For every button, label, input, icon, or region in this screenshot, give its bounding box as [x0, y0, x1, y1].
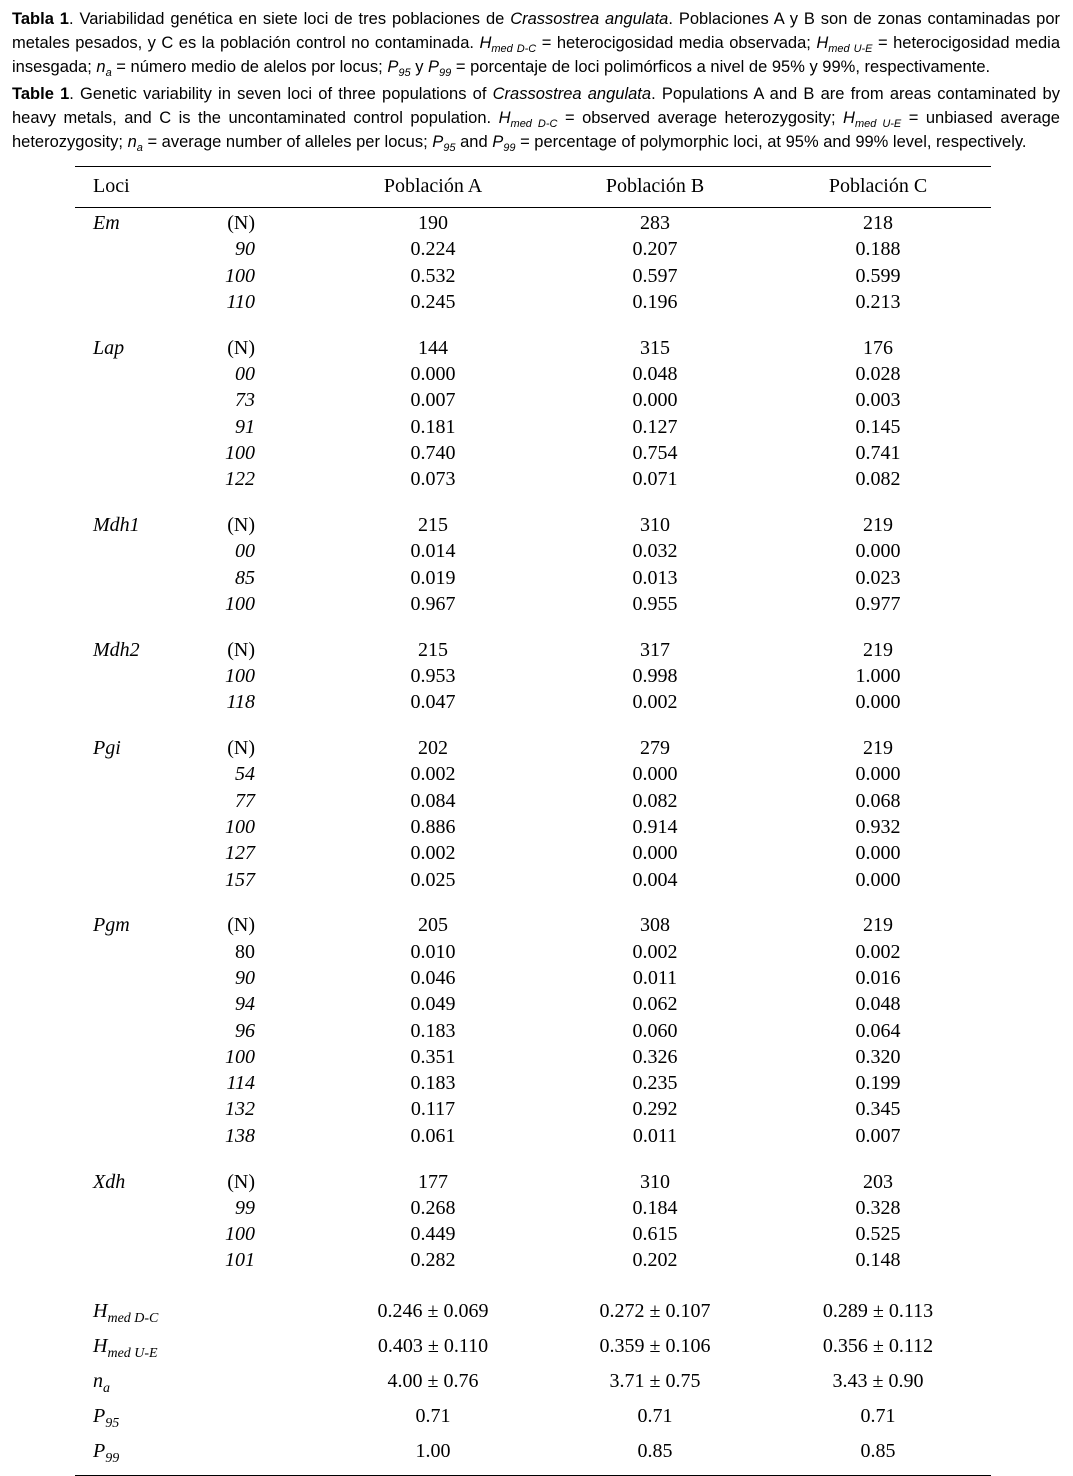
cell-population-a: 0.002 — [410, 763, 456, 786]
cell-population-a: 0.014 — [410, 540, 456, 563]
table-row — [75, 414, 991, 440]
stat-symbol: P — [93, 1439, 106, 1462]
stat-row — [75, 1294, 991, 1329]
cell-population-b: 310 — [640, 1170, 670, 1193]
cell-population-a: 0.117 — [410, 1098, 456, 1121]
caption-segment: med D-C — [510, 118, 558, 130]
allele-label: 80 — [235, 940, 255, 963]
table-row — [75, 565, 991, 591]
table-row — [75, 965, 991, 991]
table-row — [75, 1018, 991, 1044]
allele-label: 99 — [235, 1196, 255, 1219]
allele-label: (N) — [227, 212, 255, 234]
stat-symbol: H — [93, 1299, 108, 1322]
table-row — [75, 1221, 991, 1247]
caption-segment: = porcentaje de loci polimórficos a nivel de 95% y 99%, respectivamente. — [451, 58, 991, 76]
cell-population-b: 0.615 — [632, 1223, 678, 1246]
cell-population-a: 0.046 — [410, 966, 456, 989]
table-row — [75, 663, 991, 689]
cell-population-a: 0.953 — [410, 664, 456, 687]
cell-population-b: 0.002 — [632, 691, 678, 714]
stat-symbol: H — [93, 1334, 108, 1357]
locus-group-em — [75, 210, 991, 315]
allele-label: 90 — [235, 966, 255, 989]
cell-population-b: 0.000 — [632, 763, 678, 786]
table-row — [75, 1096, 991, 1122]
cell-population-b: 308 — [640, 914, 670, 937]
cell-population-b: 0.000 — [632, 842, 678, 865]
stat-population-c: 3.43 ± 0.90 — [832, 1369, 924, 1392]
locus-group-lap — [75, 335, 991, 493]
cell-population-b: 315 — [640, 336, 670, 359]
cell-population-b: 0.955 — [632, 592, 678, 615]
table-row — [75, 387, 991, 413]
caption-segment: med U-E — [828, 43, 873, 55]
caption-segment: P — [428, 58, 440, 76]
cell-population-c: 203 — [863, 1170, 893, 1193]
stat-row — [75, 1364, 991, 1399]
table-row — [75, 512, 991, 538]
caption-segment: y — [410, 58, 429, 76]
locus-name: Mdh1 — [93, 513, 140, 536]
caption-segment: = heterocigosidad media observada; — [536, 34, 817, 52]
cell-population-c: 219 — [863, 914, 893, 937]
allele-label: 127 — [225, 842, 255, 865]
cell-population-b: 0.062 — [632, 993, 678, 1016]
table-row — [75, 814, 991, 840]
allele-label: 54 — [235, 763, 255, 786]
caption-segment: = unbiased average heterozygosity; — [12, 109, 1060, 151]
caption-segment: n — [127, 133, 137, 151]
table-row — [75, 1195, 991, 1221]
cell-population-b: 0.032 — [632, 540, 678, 563]
genetic-variability-table — [75, 166, 991, 1476]
allele-label: 101 — [225, 1249, 255, 1272]
table-header-row — [75, 173, 991, 199]
stat-row — [75, 1329, 991, 1364]
cell-population-a: 0.886 — [410, 815, 456, 838]
stat-population-c: 0.289 ± 0.113 — [822, 1299, 934, 1322]
stat-population-b: 0.85 — [637, 1439, 673, 1462]
cell-population-c: 0.328 — [855, 1196, 901, 1219]
table-row — [75, 1044, 991, 1070]
stat-population-a: 1.00 — [415, 1439, 451, 1462]
caption-segment: = average number of alleles per locus; — [142, 133, 433, 151]
locus-group-xdh — [75, 1169, 991, 1274]
cell-population-b: 0.060 — [632, 1019, 678, 1042]
cell-population-a: 0.183 — [410, 1072, 456, 1095]
allele-label: 94 — [235, 993, 255, 1016]
loci-groups — [75, 208, 991, 1274]
cell-population-b: 0.127 — [632, 415, 678, 438]
stat-label — [93, 1329, 158, 1364]
caption-segment: = observed average heterozygosity; — [557, 109, 844, 127]
stat-label — [93, 1399, 119, 1434]
cell-population-a: 0.061 — [410, 1124, 456, 1147]
cell-population-a: 0.047 — [410, 691, 456, 714]
table-row — [75, 263, 991, 289]
locus-group-mdh1 — [75, 512, 991, 617]
cell-population-c: 0.000 — [855, 691, 901, 714]
stat-population-b: 0.71 — [637, 1404, 673, 1427]
cell-population-c: 0.048 — [855, 993, 901, 1016]
summary-statistics — [75, 1294, 991, 1469]
cell-population-c: 0.000 — [855, 868, 901, 891]
stat-population-a: 4.00 ± 0.76 — [387, 1369, 479, 1392]
table-row — [75, 689, 991, 715]
cell-population-a: 0.224 — [410, 238, 456, 261]
cell-population-b: 310 — [640, 513, 670, 536]
table-row — [75, 538, 991, 564]
table-row — [75, 236, 991, 262]
caption-segment: a — [105, 67, 112, 79]
allele-label: 100 — [225, 815, 255, 838]
cell-population-a: 0.967 — [410, 592, 456, 615]
caption-segment: . Populations A and B are from areas contaminated by heavy metals, and C is the uncontaminated control population. — [12, 85, 1060, 127]
cell-population-b: 0.004 — [632, 868, 678, 891]
cell-population-c: 218 — [863, 212, 893, 234]
table-row — [75, 912, 991, 938]
stat-population-a: 0.403 ± 0.110 — [377, 1334, 489, 1357]
table-row — [75, 289, 991, 315]
cell-population-c: 0.977 — [855, 592, 901, 615]
cell-population-c: 0.148 — [855, 1249, 901, 1272]
header-loci: Loci — [93, 175, 130, 197]
table-row — [75, 1247, 991, 1273]
table-row — [75, 335, 991, 361]
cell-population-c: 0.007 — [855, 1124, 901, 1147]
allele-label: 100 — [225, 592, 255, 615]
table-row — [75, 466, 991, 492]
allele-label: (N) — [227, 336, 255, 359]
table-row — [75, 788, 991, 814]
caption-segment: 99 — [439, 67, 452, 79]
cell-population-b: 317 — [640, 638, 670, 661]
table-row — [75, 637, 991, 663]
cell-population-a: 0.073 — [410, 468, 456, 491]
cell-population-a: 0.268 — [410, 1196, 456, 1219]
cell-population-a: 0.181 — [410, 415, 456, 438]
caption-segment: P — [387, 58, 399, 76]
caption-segment: H — [498, 109, 511, 127]
cell-population-a: 202 — [418, 737, 448, 760]
cell-population-a: 0.532 — [410, 264, 456, 287]
allele-label: 100 — [225, 664, 255, 687]
caption-segment: a — [136, 142, 143, 154]
locus-name: Mdh2 — [93, 638, 140, 661]
allele-label: 138 — [225, 1124, 255, 1147]
stat-population-a: 0.246 ± 0.069 — [377, 1299, 489, 1322]
cell-population-c: 0.023 — [855, 566, 901, 589]
cell-population-c: 176 — [863, 336, 893, 359]
cell-population-b: 0.292 — [632, 1098, 678, 1121]
cell-population-c: 0.345 — [855, 1098, 901, 1121]
header-population-b: Población B — [605, 175, 705, 197]
table-row — [75, 991, 991, 1017]
stat-subscript: 95 — [105, 1415, 120, 1431]
cell-population-b: 279 — [640, 737, 670, 760]
stat-population-a: 0.71 — [415, 1404, 451, 1427]
cell-population-a: 0.351 — [410, 1045, 456, 1068]
locus-name: Xdh — [93, 1170, 126, 1193]
allele-label: (N) — [227, 1170, 255, 1193]
stat-subscript: med D-C — [107, 1310, 159, 1326]
table-row — [75, 210, 991, 236]
stat-symbol: n — [93, 1369, 103, 1392]
stat-row — [75, 1399, 991, 1434]
allele-label: 118 — [226, 691, 255, 714]
cell-population-b: 0.000 — [632, 389, 678, 412]
caption-segment: Crassostrea angulata — [492, 85, 652, 103]
header-population-a: Población A — [383, 175, 483, 197]
locus-group-mdh2 — [75, 637, 991, 716]
caption-segment: and — [455, 133, 493, 151]
caption-segment: Tabla 1 — [12, 10, 69, 28]
cell-population-c: 0.320 — [855, 1045, 901, 1068]
cell-population-c: 0.003 — [855, 389, 901, 412]
locus-group-pgm — [75, 912, 991, 1149]
caption-segment: Table 1 — [12, 85, 70, 103]
cell-population-b: 0.207 — [632, 238, 678, 261]
stat-label — [93, 1434, 119, 1469]
cell-population-c: 0.599 — [855, 264, 901, 287]
cell-population-b: 0.914 — [632, 815, 678, 838]
allele-label: 96 — [235, 1019, 255, 1042]
cell-population-a: 215 — [418, 513, 448, 536]
table-row — [75, 1070, 991, 1096]
cell-population-c: 0.213 — [855, 290, 901, 313]
caption-segment: 99 — [503, 142, 516, 154]
cell-population-c: 0.741 — [855, 441, 901, 464]
caption-segment: P — [492, 133, 504, 151]
stat-population-c: 0.356 ± 0.112 — [822, 1334, 934, 1357]
cell-population-b: 283 — [640, 212, 670, 234]
allele-label: 77 — [235, 789, 255, 812]
caption-segment: . Genetic variability in seven loci of three populations of — [69, 85, 493, 103]
cell-population-a: 0.245 — [410, 290, 456, 313]
stat-population-b: 0.272 ± 0.107 — [599, 1299, 711, 1322]
cell-population-c: 0.000 — [855, 763, 901, 786]
caption-segment: med U-E — [854, 118, 902, 130]
stat-row — [75, 1434, 991, 1469]
cell-population-a: 0.049 — [410, 993, 456, 1016]
table-row — [75, 840, 991, 866]
cell-population-c: 219 — [863, 513, 893, 536]
cell-population-b: 0.048 — [632, 362, 678, 385]
cell-population-a: 0.019 — [410, 566, 456, 589]
table-row — [75, 361, 991, 387]
locus-name: Lap — [93, 336, 125, 359]
cell-population-c: 0.199 — [855, 1072, 901, 1095]
allele-label: 73 — [235, 389, 255, 412]
cell-population-b: 0.998 — [632, 664, 678, 687]
stat-subscript: a — [103, 1380, 110, 1396]
table-row — [75, 440, 991, 466]
stat-subscript: med U-E — [107, 1345, 158, 1361]
allele-label: 100 — [225, 1223, 255, 1246]
caption-segment: med D-C — [491, 43, 537, 55]
cell-population-b: 0.184 — [632, 1196, 678, 1219]
allele-label: 157 — [225, 868, 255, 891]
allele-label: 122 — [225, 468, 255, 491]
cell-population-a: 0.282 — [410, 1249, 456, 1272]
locus-name: Em — [93, 212, 120, 234]
cell-population-b: 0.082 — [632, 789, 678, 812]
allele-label: 90 — [235, 238, 255, 261]
allele-label: 00 — [235, 540, 255, 563]
cell-population-c: 0.000 — [855, 842, 901, 865]
stat-population-b: 0.359 ± 0.106 — [599, 1334, 711, 1357]
cell-population-a: 0.084 — [410, 789, 456, 812]
cell-population-a: 190 — [418, 212, 448, 234]
locus-name: Pgi — [93, 737, 121, 760]
cell-population-c: 0.932 — [855, 815, 901, 838]
header-population-c: Población C — [828, 175, 928, 197]
cell-population-a: 0.007 — [410, 389, 456, 412]
table-row — [75, 939, 991, 965]
locus-name: Pgm — [93, 914, 130, 937]
cell-population-a: 0.183 — [410, 1019, 456, 1042]
table-row — [75, 591, 991, 617]
allele-label: 114 — [226, 1072, 255, 1095]
caption-segment: n — [96, 58, 106, 76]
cell-population-c: 0.064 — [855, 1019, 901, 1042]
stat-population-b: 3.71 ± 0.75 — [609, 1369, 701, 1392]
cell-population-b: 0.597 — [632, 264, 678, 287]
allele-label: 100 — [225, 264, 255, 287]
table-row — [75, 761, 991, 787]
allele-label: 100 — [225, 441, 255, 464]
caption-segment: H — [843, 109, 855, 127]
cell-population-a: 0.002 — [410, 842, 456, 865]
stat-subscript: 99 — [105, 1450, 120, 1466]
allele-label: 00 — [235, 362, 255, 385]
cell-population-a: 205 — [418, 914, 448, 937]
cell-population-b: 0.196 — [632, 290, 678, 313]
allele-label: (N) — [227, 737, 255, 760]
caption-segment: H — [816, 34, 829, 52]
cell-population-b: 0.011 — [632, 966, 678, 989]
caption-segment: H — [479, 34, 492, 52]
table-row — [75, 1169, 991, 1195]
stat-symbol: P — [93, 1404, 106, 1427]
caption-segment: P — [432, 133, 444, 151]
cell-population-c: 0.188 — [855, 238, 901, 261]
cell-population-c: 0.082 — [855, 468, 901, 491]
cell-population-a: 144 — [418, 336, 448, 359]
cell-population-b: 0.013 — [632, 566, 678, 589]
caption-segment: . Poblaciones A y B son de zonas contaminadas por metales pesados, y C es la población control no contaminada. — [12, 10, 1060, 52]
cell-population-c: 0.525 — [855, 1223, 901, 1246]
locus-group-pgi — [75, 735, 991, 893]
stat-population-c: 0.71 — [860, 1404, 896, 1427]
cell-population-c: 0.016 — [855, 966, 901, 989]
cell-population-c: 219 — [863, 638, 893, 661]
table-top-rule — [75, 166, 991, 167]
cell-population-a: 0.025 — [410, 868, 456, 891]
cell-population-c: 0.002 — [855, 940, 901, 963]
stat-population-c: 0.85 — [860, 1439, 896, 1462]
table-row — [75, 735, 991, 761]
allele-label: 132 — [225, 1098, 255, 1121]
cell-population-b: 0.002 — [632, 940, 678, 963]
cell-population-b: 0.011 — [632, 1124, 678, 1147]
caption-spanish — [12, 7, 1060, 79]
caption-segment: = percentage of polymorphic loci, at 95% and 99% level, respectively. — [515, 133, 1027, 151]
cell-population-c: 0.068 — [855, 789, 901, 812]
cell-population-b: 0.071 — [632, 468, 678, 491]
allele-label: (N) — [227, 914, 255, 937]
allele-label: 91 — [235, 415, 255, 438]
cell-population-a: 215 — [418, 638, 448, 661]
table-row — [75, 867, 991, 893]
cell-population-a: 177 — [418, 1170, 448, 1193]
cell-population-a: 0.000 — [410, 362, 456, 385]
caption-segment: = número medio de alelos por locus; — [111, 58, 388, 76]
cell-population-b: 0.754 — [632, 441, 678, 464]
stat-label — [93, 1294, 158, 1329]
caption-segment: Crassostrea angulata — [510, 10, 669, 28]
caption-segment: 95 — [398, 67, 411, 79]
cell-population-a: 0.740 — [410, 441, 456, 464]
cell-population-c: 0.028 — [855, 362, 901, 385]
cell-population-c: 219 — [863, 737, 893, 760]
cell-population-c: 0.000 — [855, 540, 901, 563]
stat-label — [93, 1364, 110, 1399]
cell-population-c: 1.000 — [855, 664, 901, 687]
caption-english — [12, 82, 1060, 154]
allele-label: 85 — [235, 566, 255, 589]
caption-segment: 95 — [443, 142, 456, 154]
caption-segment: . Variabilidad genética en siete loci de tres poblaciones de — [68, 10, 511, 28]
cell-population-b: 0.326 — [632, 1045, 678, 1068]
cell-population-a: 0.449 — [410, 1223, 456, 1246]
allele-label: 100 — [225, 1045, 255, 1068]
caption-segment: = heterocigosidad media insesgada; — [12, 34, 1060, 76]
table-row — [75, 1123, 991, 1149]
cell-population-b: 0.202 — [632, 1249, 678, 1272]
cell-population-c: 0.145 — [855, 415, 901, 438]
cell-population-a: 0.010 — [410, 940, 456, 963]
allele-label: (N) — [227, 638, 255, 661]
allele-label: (N) — [227, 513, 255, 536]
cell-population-b: 0.235 — [632, 1072, 678, 1095]
allele-label: 110 — [226, 290, 255, 313]
